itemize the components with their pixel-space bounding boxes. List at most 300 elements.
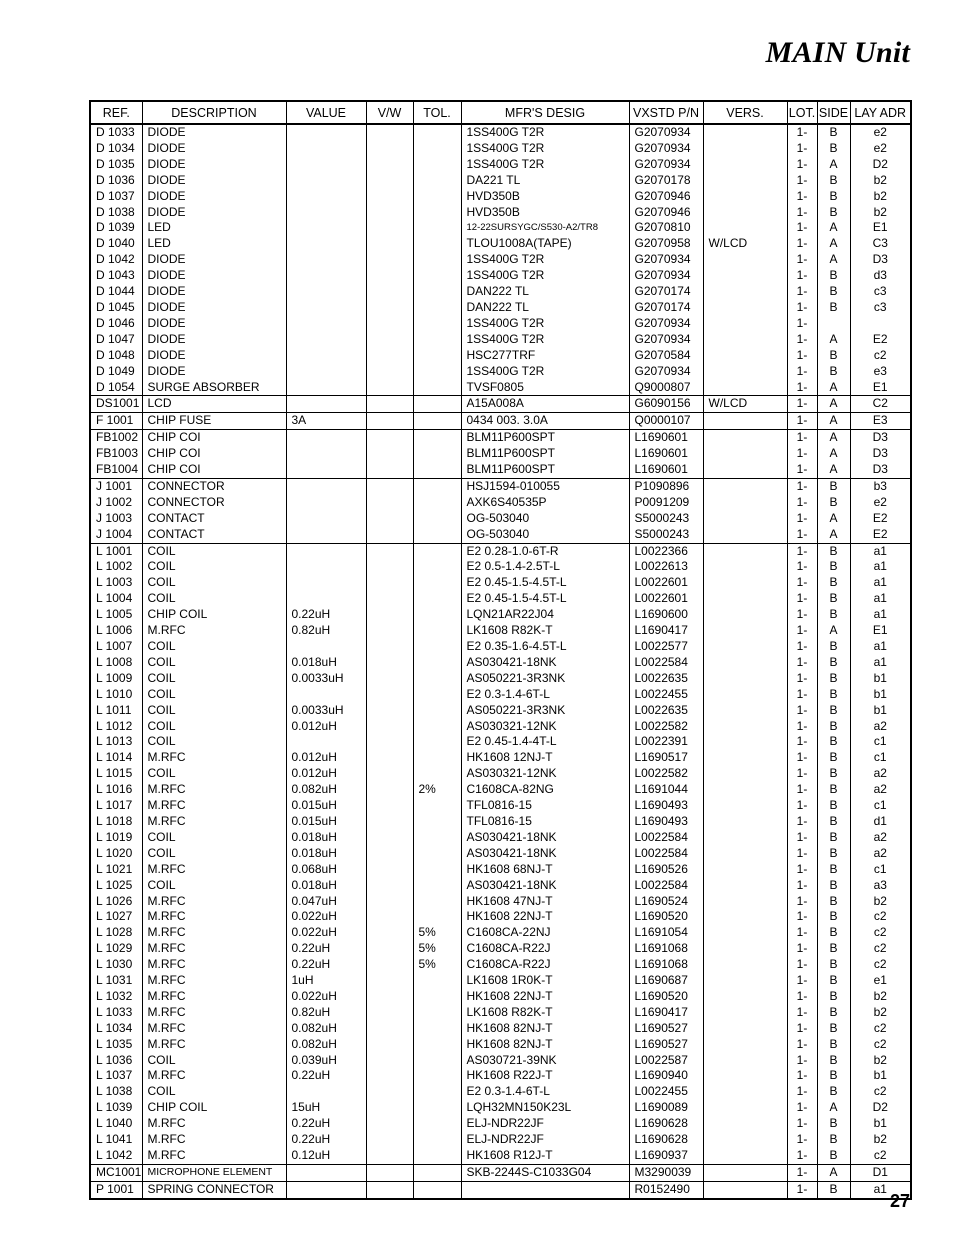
- cell-mfrs-desig: TLOU1008A(TAPE): [461, 236, 629, 252]
- cell-vw: [366, 591, 413, 607]
- cell-lot: 1-: [787, 268, 817, 284]
- cell-tol: [413, 1084, 461, 1100]
- cell-value: [286, 380, 366, 396]
- cell-mfrs-desig: AS030421-18NK: [461, 846, 629, 862]
- cell-ref: D 1039: [90, 220, 142, 236]
- cell-lay-adr: e2: [850, 124, 911, 141]
- cell-vxstd-pn: P0091209: [629, 495, 703, 511]
- cell-lay-adr: b3: [850, 478, 911, 494]
- table-row: [90, 1100, 911, 1116]
- cell-mfrs-desig: HK1608 22NJ-T: [461, 909, 629, 925]
- cell-lot: 1-: [787, 1132, 817, 1148]
- cell-lot: 1-: [787, 1068, 817, 1084]
- cell-tol: [413, 543, 461, 559]
- table-row: [90, 1021, 911, 1037]
- cell-ref: L 1009: [90, 671, 142, 687]
- cell-vw: [366, 527, 413, 543]
- cell-vxstd-pn: L1690601: [629, 446, 703, 462]
- cell-lay-adr: b1: [850, 703, 911, 719]
- cell-vxstd-pn: L1691044: [629, 782, 703, 798]
- cell-vers: [703, 798, 787, 814]
- cell-mfrs-desig: HK1608 47NJ-T: [461, 894, 629, 910]
- column-header-ref: REF.: [90, 101, 142, 124]
- cell-vers: [703, 364, 787, 380]
- cell-mfrs-desig: HK1608 22NJ-T: [461, 989, 629, 1005]
- cell-side: B: [817, 348, 850, 364]
- cell-vw: [366, 814, 413, 830]
- cell-vw: [366, 348, 413, 364]
- cell-vw: [366, 894, 413, 910]
- cell-description: CHIP COI: [142, 462, 286, 478]
- cell-mfrs-desig: AS030421-18NK: [461, 878, 629, 894]
- table-row: [90, 1053, 911, 1069]
- cell-vw: [366, 909, 413, 925]
- cell-description: M.RFC: [142, 925, 286, 941]
- cell-mfrs-desig: SKB-2244S-C1033G04: [461, 1164, 629, 1181]
- cell-description: COIL: [142, 766, 286, 782]
- cell-tol: [413, 1181, 461, 1198]
- cell-ref: L 1016: [90, 782, 142, 798]
- cell-vers: [703, 639, 787, 655]
- cell-lot: 1-: [787, 236, 817, 252]
- cell-vw: [366, 205, 413, 221]
- table-row: [90, 798, 911, 814]
- cell-lot: 1-: [787, 719, 817, 735]
- cell-tol: [413, 687, 461, 703]
- cell-lay-adr: b2: [850, 189, 911, 205]
- cell-lot: 1-: [787, 798, 817, 814]
- cell-value: [286, 1181, 366, 1198]
- cell-description: CONNECTOR: [142, 478, 286, 494]
- cell-ref: L 1038: [90, 1084, 142, 1100]
- cell-value: [286, 157, 366, 173]
- cell-value: [286, 236, 366, 252]
- cell-lot: 1-: [787, 862, 817, 878]
- cell-vw: [366, 1148, 413, 1164]
- cell-lot: 1-: [787, 1084, 817, 1100]
- cell-vers: [703, 268, 787, 284]
- cell-tol: [413, 364, 461, 380]
- cell-value: 0.0033uH: [286, 671, 366, 687]
- cell-vxstd-pn: L0022391: [629, 734, 703, 750]
- cell-vers: [703, 894, 787, 910]
- cell-ref: FB1004: [90, 462, 142, 478]
- cell-ref: D 1049: [90, 364, 142, 380]
- cell-side: B: [817, 1053, 850, 1069]
- cell-side: B: [817, 655, 850, 671]
- cell-value: 0.012uH: [286, 766, 366, 782]
- cell-vxstd-pn: L1690687: [629, 973, 703, 989]
- cell-lay-adr: a1: [850, 655, 911, 671]
- cell-lay-adr: D3: [850, 430, 911, 446]
- cell-vers: [703, 316, 787, 332]
- cell-mfrs-desig: OG-503040: [461, 527, 629, 543]
- cell-side: B: [817, 766, 850, 782]
- table-row: [90, 124, 911, 141]
- table-row: [90, 957, 911, 973]
- cell-side: B: [817, 141, 850, 157]
- cell-description: DIODE: [142, 189, 286, 205]
- cell-lay-adr: b2: [850, 1132, 911, 1148]
- cell-vxstd-pn: L1690417: [629, 623, 703, 639]
- cell-vers: [703, 766, 787, 782]
- cell-vw: [366, 957, 413, 973]
- cell-ref: L 1006: [90, 623, 142, 639]
- cell-vw: [366, 1037, 413, 1053]
- cell-lay-adr: a2: [850, 830, 911, 846]
- table-row: [90, 380, 911, 396]
- cell-lot: 1-: [787, 687, 817, 703]
- cell-ref: L 1002: [90, 559, 142, 575]
- cell-ref: D 1035: [90, 157, 142, 173]
- table-row: [90, 1148, 911, 1164]
- cell-value: 0.22uH: [286, 1068, 366, 1084]
- cell-description: M.RFC: [142, 750, 286, 766]
- cell-vers: [703, 941, 787, 957]
- cell-vers: [703, 719, 787, 735]
- cell-mfrs-desig: DAN222 TL: [461, 284, 629, 300]
- cell-tol: [413, 189, 461, 205]
- cell-value: 0.018uH: [286, 830, 366, 846]
- cell-description: DIODE: [142, 157, 286, 173]
- table-row: [90, 1181, 911, 1198]
- cell-lay-adr: e2: [850, 141, 911, 157]
- cell-side: B: [817, 1021, 850, 1037]
- cell-ref: L 1033: [90, 1005, 142, 1021]
- cell-lay-adr: b1: [850, 1068, 911, 1084]
- cell-ref: L 1040: [90, 1116, 142, 1132]
- cell-lay-adr: c3: [850, 300, 911, 316]
- cell-vw: [366, 511, 413, 527]
- cell-tol: [413, 141, 461, 157]
- cell-mfrs-desig: E2 0.45-1.4-4T-L: [461, 734, 629, 750]
- cell-value: [286, 639, 366, 655]
- parts-list-table: [89, 100, 912, 1200]
- table-row: [90, 591, 911, 607]
- cell-tol: [413, 236, 461, 252]
- cell-vxstd-pn: L0022582: [629, 766, 703, 782]
- cell-vers: W/LCD: [703, 396, 787, 413]
- table-row: [90, 332, 911, 348]
- cell-vers: [703, 220, 787, 236]
- cell-vw: [366, 236, 413, 252]
- cell-vxstd-pn: L1690527: [629, 1037, 703, 1053]
- cell-vers: [703, 543, 787, 559]
- table-row: [90, 446, 911, 462]
- cell-value: 0.022uH: [286, 989, 366, 1005]
- cell-tol: [413, 220, 461, 236]
- cell-ref: MC1001: [90, 1164, 142, 1181]
- cell-description: M.RFC: [142, 1116, 286, 1132]
- cell-mfrs-desig: C1608CA-22NJ: [461, 925, 629, 941]
- cell-mfrs-desig: AXK6S40535P: [461, 495, 629, 511]
- cell-description: M.RFC: [142, 1037, 286, 1053]
- table-row: [90, 1164, 911, 1181]
- cell-value: [286, 316, 366, 332]
- cell-ref: D 1044: [90, 284, 142, 300]
- cell-vw: [366, 1132, 413, 1148]
- cell-lot: 1-: [787, 1005, 817, 1021]
- cell-ref: D 1046: [90, 316, 142, 332]
- table-row: [90, 396, 911, 413]
- table-row: [90, 495, 911, 511]
- cell-vers: [703, 430, 787, 446]
- cell-value: 0.082uH: [286, 1037, 366, 1053]
- cell-ref: L 1042: [90, 1148, 142, 1164]
- cell-lot: 1-: [787, 1037, 817, 1053]
- cell-vxstd-pn: L1690601: [629, 462, 703, 478]
- column-header-value: VALUE: [286, 101, 366, 124]
- cell-ref: L 1039: [90, 1100, 142, 1116]
- cell-mfrs-desig: LK1608 R82K-T: [461, 1005, 629, 1021]
- cell-vers: [703, 591, 787, 607]
- cell-vw: [366, 380, 413, 396]
- cell-mfrs-desig: ELJ-NDR22JF: [461, 1116, 629, 1132]
- cell-vw: [366, 671, 413, 687]
- cell-vxstd-pn: G2070178: [629, 173, 703, 189]
- cell-lot: 1-: [787, 1100, 817, 1116]
- cell-vxstd-pn: L1691068: [629, 957, 703, 973]
- cell-ref: L 1035: [90, 1037, 142, 1053]
- cell-lot: 1-: [787, 1148, 817, 1164]
- cell-lay-adr: a2: [850, 846, 911, 862]
- cell-tol: [413, 655, 461, 671]
- cell-vw: [366, 396, 413, 413]
- cell-vw: [366, 575, 413, 591]
- cell-tol: [413, 300, 461, 316]
- cell-lot: 1-: [787, 639, 817, 655]
- cell-description: CONTACT: [142, 511, 286, 527]
- cell-tol: [413, 798, 461, 814]
- cell-lay-adr: c1: [850, 750, 911, 766]
- cell-mfrs-desig: TFL0816-15: [461, 798, 629, 814]
- cell-description: DIODE: [142, 332, 286, 348]
- cell-side: B: [817, 957, 850, 973]
- cell-mfrs-desig: LK1608 1R0K-T: [461, 973, 629, 989]
- cell-mfrs-desig: BLM11P600SPT: [461, 430, 629, 446]
- cell-vw: [366, 973, 413, 989]
- cell-lay-adr: E3: [850, 413, 911, 430]
- cell-vers: [703, 1100, 787, 1116]
- cell-lot: 1-: [787, 703, 817, 719]
- cell-vers: [703, 511, 787, 527]
- cell-side: B: [817, 591, 850, 607]
- cell-lot: 1-: [787, 252, 817, 268]
- cell-tol: [413, 607, 461, 623]
- cell-tol: [413, 284, 461, 300]
- cell-description: DIODE: [142, 205, 286, 221]
- cell-mfrs-desig: HK1608 82NJ-T: [461, 1037, 629, 1053]
- cell-description: DIODE: [142, 141, 286, 157]
- cell-lay-adr: d1: [850, 814, 911, 830]
- cell-tol: [413, 252, 461, 268]
- table-row: [90, 814, 911, 830]
- cell-side: B: [817, 1084, 850, 1100]
- cell-side: B: [817, 798, 850, 814]
- cell-value: [286, 591, 366, 607]
- table-row: [90, 734, 911, 750]
- cell-mfrs-desig: HSC277TRF: [461, 348, 629, 364]
- cell-vw: [366, 703, 413, 719]
- cell-lay-adr: a1: [850, 591, 911, 607]
- cell-vxstd-pn: G2070958: [629, 236, 703, 252]
- cell-tol: [413, 750, 461, 766]
- table-row: [90, 173, 911, 189]
- cell-lay-adr: D3: [850, 462, 911, 478]
- cell-tol: [413, 1100, 461, 1116]
- cell-ref: L 1019: [90, 830, 142, 846]
- cell-tol: [413, 462, 461, 478]
- cell-lay-adr: e1: [850, 973, 911, 989]
- cell-ref: L 1017: [90, 798, 142, 814]
- cell-lot: 1-: [787, 925, 817, 941]
- cell-ref: L 1032: [90, 989, 142, 1005]
- table-row: [90, 511, 911, 527]
- cell-vxstd-pn: L1690520: [629, 909, 703, 925]
- cell-value: 0.022uH: [286, 925, 366, 941]
- cell-vw: [366, 989, 413, 1005]
- cell-value: [286, 300, 366, 316]
- cell-vw: [366, 1005, 413, 1021]
- cell-vers: [703, 1116, 787, 1132]
- cell-vers: [703, 830, 787, 846]
- cell-value: [286, 220, 366, 236]
- table-row: [90, 925, 911, 941]
- cell-lay-adr: b2: [850, 1005, 911, 1021]
- table-row: [90, 543, 911, 559]
- cell-vxstd-pn: L0022635: [629, 671, 703, 687]
- cell-vers: [703, 141, 787, 157]
- table-row: [90, 830, 911, 846]
- cell-value: [286, 332, 366, 348]
- cell-description: M.RFC: [142, 1021, 286, 1037]
- cell-lot: 1-: [787, 446, 817, 462]
- cell-value: [286, 284, 366, 300]
- cell-vw: [366, 1181, 413, 1198]
- cell-value: [286, 124, 366, 141]
- cell-lot: 1-: [787, 973, 817, 989]
- table-row: [90, 607, 911, 623]
- cell-vw: [366, 268, 413, 284]
- cell-value: [286, 527, 366, 543]
- cell-tol: [413, 527, 461, 543]
- cell-lot: 1-: [787, 543, 817, 559]
- cell-vxstd-pn: L1690526: [629, 862, 703, 878]
- cell-tol: [413, 703, 461, 719]
- cell-vw: [366, 495, 413, 511]
- cell-lay-adr: C3: [850, 236, 911, 252]
- cell-description: M.RFC: [142, 782, 286, 798]
- cell-mfrs-desig: 1SS400G T2R: [461, 332, 629, 348]
- cell-ref: L 1027: [90, 909, 142, 925]
- table-row: [90, 268, 911, 284]
- cell-vxstd-pn: G2070946: [629, 205, 703, 221]
- cell-lay-adr: E1: [850, 380, 911, 396]
- cell-value: [286, 495, 366, 511]
- cell-tol: [413, 1037, 461, 1053]
- table-row: [90, 989, 911, 1005]
- cell-lot: 1-: [787, 413, 817, 430]
- cell-lot: 1-: [787, 348, 817, 364]
- cell-lay-adr: D2: [850, 1100, 911, 1116]
- table-row: [90, 478, 911, 494]
- column-header-description: DESCRIPTION: [142, 101, 286, 124]
- cell-tol: 5%: [413, 925, 461, 941]
- cell-vw: [366, 1053, 413, 1069]
- column-header-side: SIDE: [817, 101, 850, 124]
- cell-mfrs-desig: C1608CA-82NG: [461, 782, 629, 798]
- cell-description: COIL: [142, 591, 286, 607]
- table-row: [90, 941, 911, 957]
- cell-description: COIL: [142, 687, 286, 703]
- cell-description: DIODE: [142, 124, 286, 141]
- cell-lay-adr: c2: [850, 348, 911, 364]
- cell-description: DIODE: [142, 268, 286, 284]
- cell-mfrs-desig: HK1608 82NJ-T: [461, 1021, 629, 1037]
- cell-ref: J 1004: [90, 527, 142, 543]
- cell-tol: [413, 989, 461, 1005]
- cell-vers: [703, 957, 787, 973]
- cell-ref: D 1038: [90, 205, 142, 221]
- cell-vers: [703, 750, 787, 766]
- cell-description: CONNECTOR: [142, 495, 286, 511]
- cell-tol: [413, 478, 461, 494]
- cell-mfrs-desig: AS030721-39NK: [461, 1053, 629, 1069]
- cell-vxstd-pn: L1690600: [629, 607, 703, 623]
- cell-side: B: [817, 268, 850, 284]
- cell-vw: [366, 687, 413, 703]
- cell-tol: [413, 1116, 461, 1132]
- cell-vxstd-pn: S5000243: [629, 527, 703, 543]
- cell-description: COIL: [142, 1084, 286, 1100]
- cell-description: M.RFC: [142, 1068, 286, 1084]
- cell-lot: 1-: [787, 430, 817, 446]
- cell-ref: L 1005: [90, 607, 142, 623]
- cell-tol: [413, 446, 461, 462]
- cell-ref: L 1014: [90, 750, 142, 766]
- cell-lot: 1-: [787, 527, 817, 543]
- cell-vw: [366, 1116, 413, 1132]
- cell-side: A: [817, 413, 850, 430]
- table-row: [90, 348, 911, 364]
- cell-description: M.RFC: [142, 1005, 286, 1021]
- cell-value: 0.015uH: [286, 814, 366, 830]
- cell-lot: 1-: [787, 782, 817, 798]
- cell-value: 0.018uH: [286, 846, 366, 862]
- cell-tol: [413, 1132, 461, 1148]
- cell-description: COIL: [142, 830, 286, 846]
- cell-value: 15uH: [286, 1100, 366, 1116]
- cell-description: CHIP FUSE: [142, 413, 286, 430]
- table-row: [90, 655, 911, 671]
- cell-description: COIL: [142, 671, 286, 687]
- cell-side: A: [817, 332, 850, 348]
- table-row: [90, 157, 911, 173]
- cell-vers: [703, 1181, 787, 1198]
- cell-value: 0.82uH: [286, 623, 366, 639]
- cell-vxstd-pn: L1690517: [629, 750, 703, 766]
- cell-lot: 1-: [787, 1053, 817, 1069]
- cell-value: 0.82uH: [286, 1005, 366, 1021]
- cell-lay-adr: a3: [850, 878, 911, 894]
- cell-mfrs-desig: E2 0.45-1.5-4.5T-L: [461, 575, 629, 591]
- cell-value: [286, 348, 366, 364]
- cell-description: LED: [142, 236, 286, 252]
- cell-lay-adr: a1: [850, 1181, 911, 1198]
- cell-ref: J 1003: [90, 511, 142, 527]
- cell-value: 0.022uH: [286, 909, 366, 925]
- cell-vers: [703, 205, 787, 221]
